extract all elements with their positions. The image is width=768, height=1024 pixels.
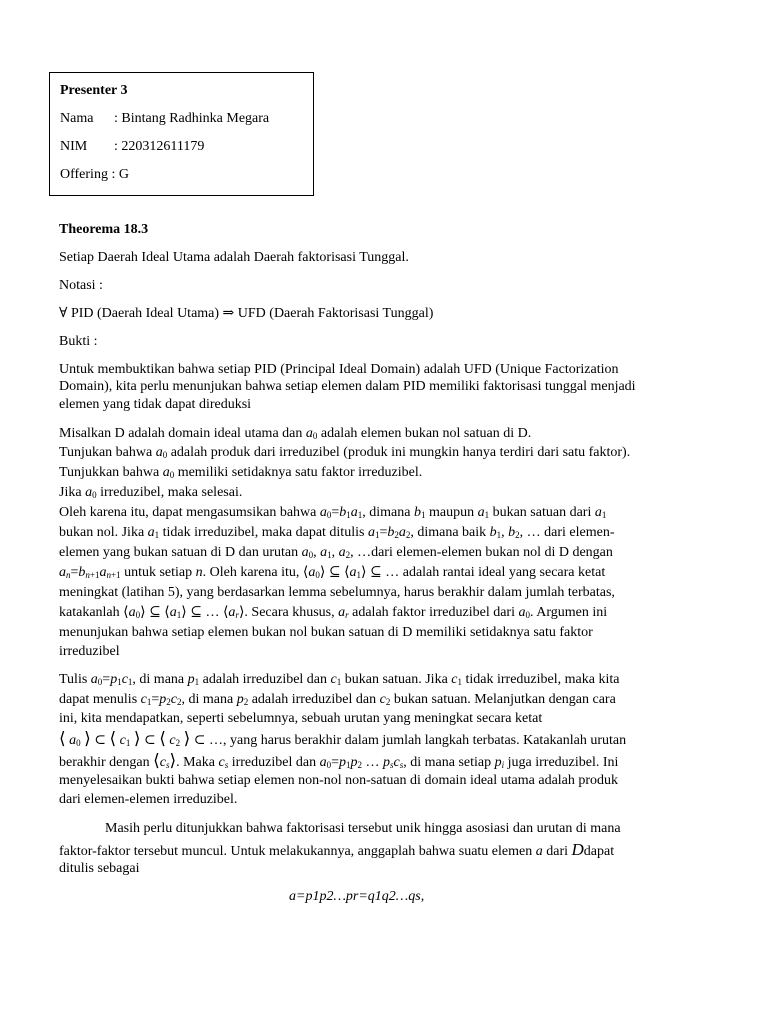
theorem-statement: Setiap Daerah Ideal Utama adalah Daerah faktorisasi Tunggal. [59, 250, 409, 265]
para3-line6: menyelesaikan bukti bahwa setiap elemen non-nol non-satuan di domain ideal utama adalah produk [59, 773, 619, 788]
notasi-formula: ∀ PID (Daerah Ideal Utama) ⇒ UFD (Daerah Faktorisasi Tunggal) [59, 306, 434, 321]
presenter-name-row: Nama : Bintang Radhinka Megara [60, 111, 270, 126]
para3-line4: ⟨ $a_0$ ⟩ ⊂ ⟨ $c_1$ ⟩ ⊂ ⟨ $c_2$ ⟩ ⊂ …, yang harus berakhir dalam jumlah langkah terbatas. Katakanlah urutan [59, 729, 627, 748]
para4-line3: ditulis sebagai [59, 861, 140, 876]
presenter-title: Presenter 3 [60, 83, 128, 98]
para3-line1: Tulis $a_0=p_1c_1$, di mana $p_1$ adalah irreduzibel dan $c_1$ bukan satuan. Jika $c_1$ tidak irreduzibel, maka kita [59, 672, 620, 687]
para2-line3: Tunjukkan bahwa $a_0$ memiliki setidaknya satu faktor irreduzibel. [59, 465, 423, 480]
para2-line9: meningkat (latihan 5), yang berdasarkan lemma sebelumnya, harus berakhir dalam jumlah terbatas, [59, 585, 615, 600]
para1-line2: Domain), kita perlu menunjukan bahwa setiap elemen dalam PID memiliki faktorisasi tunggal menjadi [59, 379, 636, 394]
para3-line5: berakhir dengan $⟨c_s⟩$. Maka $c_s$ irreduzibel dan $a_0=p_1p_2$ … $p_sc_s$, di mana setiap $p_i$ juga irreduzibel. Ini [59, 751, 619, 770]
theorem-title: Theorema 18.3 [59, 222, 149, 237]
para2-line6: bukan nol. Jika $a_1$ tidak irreduzibel, maka dapat ditulis $a_1=b_2a_2$, dimana baik $b_1$, $b_2$, … dari elemen- [59, 525, 615, 540]
para2-line1: Misalkan D adalah domain ideal utama dan $a_0$ adalah elemen bukan nol satuan di D. [59, 426, 532, 441]
presenter-info-box [49, 72, 314, 196]
para2-line12: irreduzibel [59, 644, 120, 659]
para2-line7: elemen yang bukan satuan di D dan urutan $a_0$, $a_1$, $a_2$, …dari elemen-elemen bukan nol di D dengan [59, 545, 613, 560]
presenter-offering-row: Offering : G [60, 167, 129, 182]
notasi-label: Notasi : [59, 278, 103, 293]
para1-line3: elemen yang tidak dapat direduksi [59, 397, 252, 412]
para4-line2: faktor-faktor tersebut muncul. Untuk melakukannya, anggaplah bahwa suatu elemen a dari Ddapat [59, 840, 615, 859]
para2-line8: $a_n=b_{n+1}a_{n+1}$ untuk setiap n. Oleh karena itu, $⟨a_0⟩$ ⊆ $⟨a_1⟩$ ⊆ … adalah rantai ideal yang secara ketat [59, 565, 606, 580]
para2-line11: menunjukan bahwa setiap elemen bukan nol bukan satuan di D memiliki setidaknya satu faktor [59, 625, 593, 640]
para2-line5: Oleh karena itu, dapat mengasumsikan bahwa $a_0=b_1a_1$, dimana $b_1$ maupun $a_1$ bukan satuan dari $a_1$ [59, 505, 607, 520]
para4-line1: Masih perlu ditunjukkan bahwa faktorisasi tersebut unik hingga asosiasi dan urutan di mana [105, 821, 621, 836]
para2-line2: Tunjukan bahwa $a_0$ adalah produk dari irreduzibel (produk ini mungkin hanya terdiri dari satu faktor). [59, 445, 631, 460]
presenter-nim-row: NIM : 220312611179 [60, 139, 205, 154]
para3-line2: dapat menulis $c_1=p_2c_2$, di mana $p_2$ adalah irreduzibel dan $c_2$ bukan satuan. Melanjutkan dengan cara [59, 692, 616, 707]
para3-line7: dari elemen-elemen irreduzibel. [59, 792, 238, 807]
para3-line3: ini, kita mendapatkan, seperti sebelumnya, sebuah urutan yang meningkat secara ketat [59, 711, 543, 726]
para2-line10: katakanlah $⟨a_0⟩$ ⊆ $⟨a_1⟩$ ⊆ … $⟨a_r⟩$. Secara khusus, $a_r$ adalah faktor irreduzibel dari $a_0$. Argumen ini [59, 605, 608, 620]
para1-line1: Untuk membuktikan bahwa setiap PID (Principal Ideal Domain) adalah UFD (Unique Factorization [59, 362, 619, 377]
para2-line4: Jika $a_0$ irreduzibel, maka selesai. [59, 485, 243, 500]
bukti-label: Bukti : [59, 334, 98, 349]
factorization-equation: a=p1p2…pr=q1q2…qs, [289, 889, 425, 904]
